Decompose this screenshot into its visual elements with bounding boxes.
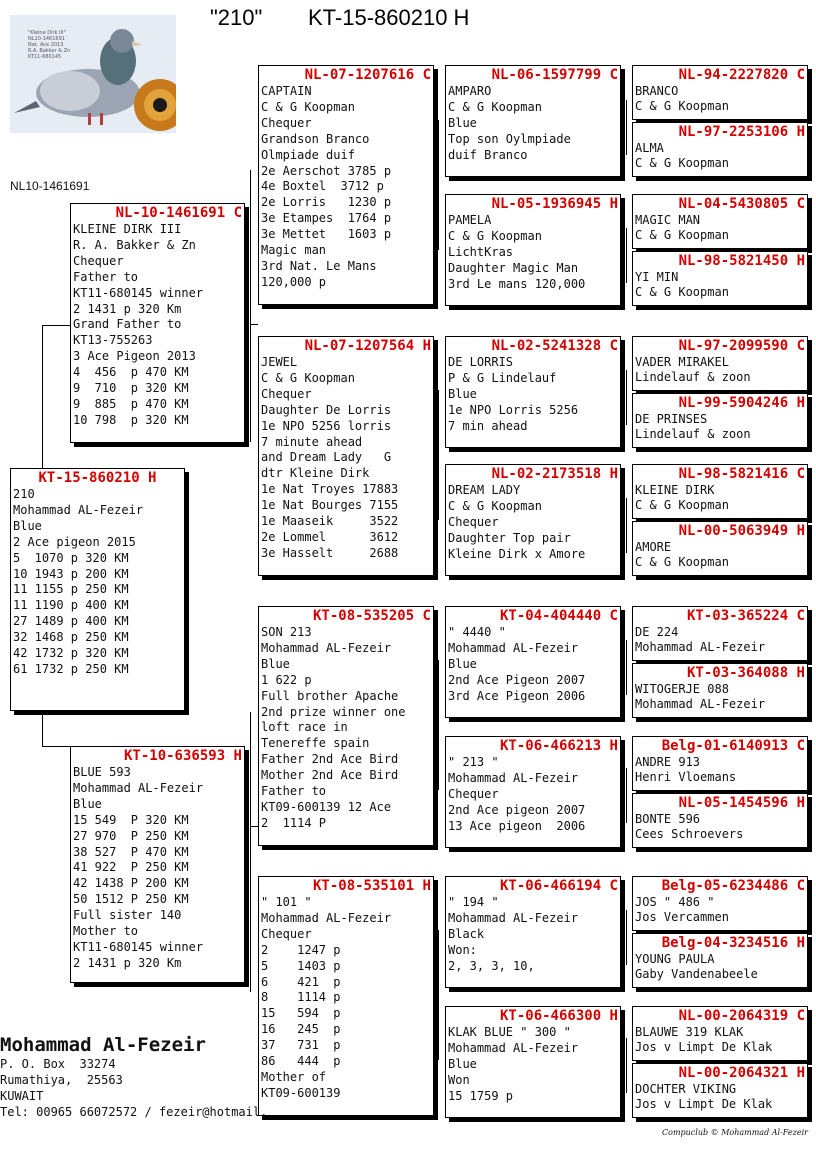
card-line: 1e Nat Bourges 7155 xyxy=(261,498,399,513)
pigeon-card-dam-sire xyxy=(258,606,434,846)
card-line: DE PRINSES xyxy=(635,412,708,426)
card-line: " 194 " xyxy=(448,895,499,909)
card-line: LichtKras xyxy=(448,244,514,259)
card-line: 37 731 p xyxy=(261,1038,341,1053)
card-line: C & G Koopman xyxy=(635,155,729,170)
card-line: 8 1114 p xyxy=(261,990,341,1005)
card-line: C & G Koopman xyxy=(635,98,729,113)
card-line: 2 Ace pigeon 2015 xyxy=(13,534,136,549)
card-line: PAMELA xyxy=(448,213,492,227)
card-line: YOUNG PAULA xyxy=(635,952,715,966)
card-line: 9 885 p 470 KM xyxy=(73,396,189,411)
card-line: 120,000 p xyxy=(261,274,327,289)
card-line: Full brother Apache xyxy=(261,688,399,703)
card-line: R. A. Bakker & Zn xyxy=(73,237,196,252)
card-line: Jos v Limpt De Klak xyxy=(635,1039,773,1054)
pigeon-card-sire-dam xyxy=(258,336,434,576)
connector-line xyxy=(626,910,627,965)
card-line: SON 213 xyxy=(261,625,312,639)
pigeon-card-g11 xyxy=(632,736,808,791)
card-line: 1e NPO Lorris 5256 xyxy=(448,402,579,417)
pigeon-card-g15 xyxy=(632,1006,808,1061)
pigeon-card-main xyxy=(10,468,185,711)
card-line: 3e Hasselt 2688 xyxy=(261,545,399,560)
card-line: and Dream Lady G xyxy=(261,450,392,465)
ring-number: NL-05-1936945 H xyxy=(491,196,618,212)
card-line: 2 1114 P xyxy=(261,815,327,830)
connector-line xyxy=(42,746,70,747)
card-line: 4e Boxtel 3712 p xyxy=(261,179,384,194)
card-line: DE 224 xyxy=(635,625,679,639)
card-line: 2 1431 p 320 Km xyxy=(73,301,182,316)
photo-caption: "Kleine Dirk III" NL10-1461691 Nat. Ace 2013 R.A. Bakker & Zn KT11-680145 xyxy=(28,30,71,60)
card-line: 1e NPO 5256 lorris xyxy=(261,418,392,433)
card-line: Chequer xyxy=(261,926,312,941)
card-line: Blue xyxy=(13,518,42,533)
card-line: Mother 2nd Ace Bird xyxy=(261,768,399,783)
card-line: 2e Aerschot 3785 p xyxy=(261,163,392,178)
card-line: 3e Etampes 1764 p xyxy=(261,211,392,226)
connector-line xyxy=(626,768,627,823)
card-line: 3rd Ace Pigeon 2006 xyxy=(448,688,586,703)
ring-number: NL-04-5430805 C xyxy=(678,196,805,212)
card-line: Grandson Branco xyxy=(261,131,370,146)
card-line: KLEINE DIRK III xyxy=(73,222,182,236)
card-line: 42 1732 p 320 KM xyxy=(13,646,129,661)
card-line: Chequer xyxy=(261,386,312,401)
card-line: Won: xyxy=(448,942,477,957)
card-line: YI MIN xyxy=(635,270,679,284)
card-line: 50 1512 P 250 KM xyxy=(73,892,189,907)
pigeon-card-sire-sire xyxy=(258,65,434,305)
card-line: 15 594 p xyxy=(261,1006,341,1021)
card-line: Mohammad AL-Fezeir xyxy=(635,696,766,711)
ring-number: NL-98-5821450 H xyxy=(678,253,805,269)
ring-number: Belg-05-6234486 C xyxy=(661,878,805,894)
pigeon-card-g3 xyxy=(632,194,808,249)
card-line: Jos Vercammen xyxy=(635,909,729,924)
ring-number: NL-00-5063949 H xyxy=(678,523,805,539)
card-line: 1e Nat Troyes 17883 xyxy=(261,482,399,497)
pigeon-card-g1 xyxy=(632,65,808,120)
ring-number: NL-94-2227820 C xyxy=(678,67,805,83)
card-line: 7 minute ahead xyxy=(261,434,363,449)
card-line: Blue xyxy=(448,115,477,130)
card-line: Jos v Limpt De Klak xyxy=(635,1096,773,1111)
card-line: " 213 " xyxy=(448,755,499,769)
card-line: 16 245 p xyxy=(261,1022,341,1037)
card-line: AMORE xyxy=(635,540,672,554)
card-line: 3 Ace Pigeon 2013 xyxy=(73,349,196,364)
ring-number: Belg-01-6140913 C xyxy=(661,738,805,754)
card-line: CAPTAIN xyxy=(261,84,312,98)
card-line: C & G Koopman xyxy=(635,284,729,299)
card-line: Blue xyxy=(448,1056,477,1071)
card-line: C & G Koopman xyxy=(261,370,355,385)
card-line: Grand Father to xyxy=(73,317,182,332)
card-line: 2e Lorris 1230 p xyxy=(261,195,392,210)
card-line: 32 1468 p 250 KM xyxy=(13,630,129,645)
card-line: Chequer xyxy=(448,786,499,801)
card-line: Full sister 140 xyxy=(73,908,182,923)
card-line: 9 710 p 320 KM xyxy=(73,381,189,396)
breeder-info xyxy=(0,1034,267,1120)
card-line: 15 1759 p xyxy=(448,1088,514,1103)
card-line: 27 1489 p 400 KM xyxy=(13,614,129,629)
card-line: 4 456 p 470 KM xyxy=(73,365,189,380)
pigeon-card-sds xyxy=(445,336,621,448)
ring-number: KT-08-535205 C xyxy=(312,608,431,624)
connector-line xyxy=(626,100,627,155)
ring-number: NL-02-2173518 H xyxy=(491,466,618,482)
card-line: Mohammad AL-Fezeir xyxy=(73,780,204,795)
pigeon-card-dam-dam xyxy=(258,876,434,1116)
connector-line xyxy=(250,712,251,992)
ring-number: NL-05-1454596 H xyxy=(678,795,805,811)
card-line: Blue xyxy=(448,656,477,671)
card-line: Daughter Top pair xyxy=(448,530,571,545)
card-line: 2 1431 p 320 Km xyxy=(73,955,182,970)
ring-number: KT-15-860210 H xyxy=(38,470,157,486)
ring-number: KT-08-535101 H xyxy=(312,878,431,894)
card-line: DE LORRIS xyxy=(448,355,514,369)
card-line: 15 549 P 320 KM xyxy=(73,812,189,827)
card-line: KT11-680145 winner xyxy=(73,285,204,300)
ring-number: KT-06-466194 C xyxy=(499,878,618,894)
card-line: VADER MIRAKEL xyxy=(635,355,729,369)
pigeon-card-g4 xyxy=(632,251,808,306)
address-line: KUWAIT xyxy=(0,1089,44,1103)
card-line: 61 1732 p 250 KM xyxy=(13,661,129,676)
card-line: Mother to xyxy=(73,924,139,939)
card-line: BLUE 593 xyxy=(73,765,131,779)
connector-line xyxy=(250,324,258,325)
pigeon-card-ddd xyxy=(445,1006,621,1118)
connector-line xyxy=(626,370,627,425)
pigeon-card-g16 xyxy=(632,1063,808,1118)
card-line: Mohammad AL-Fezeir xyxy=(448,910,579,925)
pigeon-card-dsd xyxy=(445,736,621,848)
card-line: ALMA xyxy=(635,141,664,155)
card-line: Daughter Magic Man xyxy=(448,260,579,275)
card-line: DREAM LADY xyxy=(448,483,521,497)
pigeon-card-g9 xyxy=(632,606,808,661)
connector-line xyxy=(626,498,627,553)
card-line: WITOGERJE 088 xyxy=(635,682,729,696)
pigeon-card-dam xyxy=(70,746,245,983)
card-line: duif Branco xyxy=(448,147,528,162)
card-line: C & G Koopman xyxy=(635,554,729,569)
ring-number: KT-03-365224 C xyxy=(686,608,805,624)
card-line: JOS " 486 " xyxy=(635,895,715,909)
card-line: Daughter De Lorris xyxy=(261,402,392,417)
card-line: 2e Lommel 3612 xyxy=(261,529,399,544)
credit-line: Compuclub © Mohammad Al-Fezeir xyxy=(662,1128,808,1137)
ring-number: KT-10-636593 H xyxy=(123,748,242,764)
card-line: P & G Lindelauf xyxy=(448,370,557,385)
card-line: 10 1943 p 200 KM xyxy=(13,566,129,581)
card-line: dtr Kleine Dirk xyxy=(261,466,370,481)
card-line: 86 444 p xyxy=(261,1054,341,1069)
card-line: Mohammad AL-Fezeir xyxy=(635,639,766,654)
card-line: Mohammad AL-Fezeir xyxy=(448,1040,579,1055)
card-line: C & G Koopman xyxy=(261,99,355,114)
connector-line xyxy=(438,390,439,520)
connector-line xyxy=(438,660,439,790)
ring-number: NL-99-5904246 H xyxy=(678,395,805,411)
card-line: C & G Koopman xyxy=(635,497,729,512)
ring-number: NL-97-2099590 C xyxy=(678,338,805,354)
card-line: 2nd prize winner one xyxy=(261,704,406,719)
ring-number: NL-10-1461691 C xyxy=(115,205,242,221)
connector-line xyxy=(42,325,43,468)
pigeon-card-g7 xyxy=(632,464,808,519)
card-line: 6 421 p xyxy=(261,974,341,989)
card-line: Cees Schroevers xyxy=(635,826,744,841)
pigeon-card-g5 xyxy=(632,336,808,391)
card-line: 2 1247 p xyxy=(261,942,341,957)
card-line: KT13-755263 xyxy=(73,333,153,348)
card-line: 2nd Ace pigeon 2007 xyxy=(448,802,586,817)
card-line: KT09-600139 12 Ace xyxy=(261,799,392,814)
card-line: 2, 3, 3, 10, xyxy=(448,958,535,973)
card-line: 7 min ahead xyxy=(448,418,528,433)
card-line: Blue xyxy=(261,656,290,671)
pigeon-card-sdd xyxy=(445,464,621,576)
card-line: BONTE 596 xyxy=(635,812,701,826)
card-line: KLAK BLUE " 300 " xyxy=(448,1025,571,1039)
card-line: Olmpiade duif xyxy=(261,147,355,162)
card-line: Henri Vloemans xyxy=(635,769,737,784)
card-line: loft race in xyxy=(261,720,348,735)
ring-number: NL-97-2253106 H xyxy=(678,124,805,140)
card-line: DOCHTER VIKING xyxy=(635,1082,737,1096)
card-line: Lindelauf & zoon xyxy=(635,369,751,384)
connector-line xyxy=(438,930,439,1060)
contact-line: Tel: 00965 66072572 / fezeir@hotmail. xyxy=(0,1105,268,1119)
card-line: Father 2nd Ace Bird xyxy=(261,752,399,767)
card-line: 27 970 P 250 KM xyxy=(73,828,189,843)
card-line: 3e Mettet 1603 p xyxy=(261,227,392,242)
ring-number: NL-06-1597799 C xyxy=(491,67,618,83)
pigeon-card-g12 xyxy=(632,793,808,848)
card-line: Father to xyxy=(73,269,139,284)
connector-line xyxy=(250,170,251,442)
card-line: Gaby Vandenabeele xyxy=(635,966,758,981)
card-line: Mohammad AL-Fezeir xyxy=(448,770,579,785)
card-line: MAGIC MAN xyxy=(635,213,701,227)
card-line: 42 1438 P 200 KM xyxy=(73,876,189,891)
card-line: Chequer xyxy=(261,115,312,130)
card-line: 41 922 P 250 KM xyxy=(73,860,189,875)
card-line: Won xyxy=(448,1072,470,1087)
ring-number: KT-03-364088 H xyxy=(686,665,805,681)
connector-line xyxy=(250,826,258,827)
card-line: Mohammad AL-Fezeir xyxy=(261,640,392,655)
card-line: Blue xyxy=(73,796,102,811)
card-line: 2nd Ace Pigeon 2007 xyxy=(448,672,586,687)
top-ring-number: NL10-1461691 xyxy=(10,179,90,193)
card-line: Top son Oylmpiade xyxy=(448,131,571,146)
connector-line xyxy=(42,325,70,326)
card-line: C & G Koopman xyxy=(635,227,729,242)
breeder-name: Mohammad Al-Fezeir xyxy=(0,1034,206,1056)
card-line: 1e Maaseik 3522 xyxy=(261,514,399,529)
card-line: C & G Koopman xyxy=(448,99,542,114)
ring-number: KT-06-466213 H xyxy=(499,738,618,754)
pigeon-card-g6 xyxy=(632,393,808,448)
card-line: 210 xyxy=(13,487,35,501)
pigeon-ring-title: KT-15-860210 H xyxy=(308,5,470,30)
pigeon-name: "210" xyxy=(210,5,263,30)
connector-line xyxy=(626,1038,627,1093)
address-line: Rumathiya, 25563 xyxy=(0,1073,123,1087)
connector-line xyxy=(626,640,627,695)
card-line: BRANCO xyxy=(635,84,679,98)
card-line: Mohammad AL-Fezeir xyxy=(261,910,392,925)
connector-line xyxy=(438,120,439,250)
card-line: KT09-600139 xyxy=(261,1085,341,1100)
card-line: Tenereffe spain xyxy=(261,736,370,751)
connector-line xyxy=(626,228,627,283)
card-line: 38 527 P 470 KM xyxy=(73,844,189,859)
ring-number: NL-07-1207616 C xyxy=(304,67,431,83)
address-line: P. O. Box 33274 xyxy=(0,1057,116,1071)
card-line: AMPARO xyxy=(448,84,492,98)
card-line: 1 622 p xyxy=(261,672,312,687)
ring-number: Belg-04-3234516 H xyxy=(661,935,805,951)
pigeon-card-g14 xyxy=(632,933,808,988)
card-line: Mohammad AL-Fezeir xyxy=(13,502,144,517)
card-line: JEWEL xyxy=(261,355,298,369)
card-line: C & G Koopman xyxy=(448,498,542,513)
card-line: 5 1070 p 320 KM xyxy=(13,550,129,565)
ring-number: NL-00-2064321 H xyxy=(678,1065,805,1081)
pigeon-card-dds xyxy=(445,876,621,988)
pigeon-card-ssd xyxy=(445,194,621,306)
card-line: Magic man xyxy=(261,243,327,258)
card-line: Father to xyxy=(261,784,327,799)
card-line: 11 1155 p 250 KM xyxy=(13,582,129,597)
card-line: Black xyxy=(448,926,485,941)
card-line: Chequer xyxy=(73,253,124,268)
ring-number: KT-04-404440 C xyxy=(499,608,618,624)
card-line: 10 798 p 320 KM xyxy=(73,412,189,427)
ring-number: NL-98-5821416 C xyxy=(678,466,805,482)
card-line: Kleine Dirk x Amore xyxy=(448,546,586,561)
card-line: 3rd Le mans 120,000 xyxy=(448,276,586,291)
ring-number: NL-07-1207564 H xyxy=(304,338,431,354)
ring-number: KT-06-466300 H xyxy=(499,1008,618,1024)
card-line: Chequer xyxy=(448,514,499,529)
pigeon-card-g10 xyxy=(632,663,808,718)
card-line: C & G Koopman xyxy=(448,228,542,243)
pigeon-card-g13 xyxy=(632,876,808,931)
ring-number: NL-02-5241328 C xyxy=(491,338,618,354)
ring-number: NL-00-2064319 C xyxy=(678,1008,805,1024)
card-line: Mohammad AL-Fezeir xyxy=(448,640,579,655)
card-line: 3rd Nat. Le Mans xyxy=(261,258,377,273)
card-line: " 4440 " xyxy=(448,625,506,639)
card-line: 5 1403 p xyxy=(261,958,341,973)
card-line: Blue xyxy=(448,386,477,401)
pigeon-card-g8 xyxy=(632,521,808,576)
card-line: BLAUWE 319 KLAK xyxy=(635,1025,744,1039)
card-line: 13 Ace pigeon 2006 xyxy=(448,818,586,833)
card-line: Mother of xyxy=(261,1069,327,1084)
connector-line xyxy=(42,710,43,746)
card-line: KLEINE DIRK xyxy=(635,483,715,497)
card-line: Lindelauf & zoon xyxy=(635,426,751,441)
card-line: KT11-680145 winner xyxy=(73,939,204,954)
pigeon-card-sire xyxy=(70,203,245,443)
pigeon-card-g2 xyxy=(632,122,808,177)
pigeon-photo xyxy=(10,15,176,133)
pigeon-card-sss xyxy=(445,65,621,177)
card-line: 11 1190 p 400 KM xyxy=(13,598,129,613)
card-line: ANDRE 913 xyxy=(635,755,701,769)
pigeon-card-dss xyxy=(445,606,621,718)
card-line: " 101 " xyxy=(261,895,312,909)
